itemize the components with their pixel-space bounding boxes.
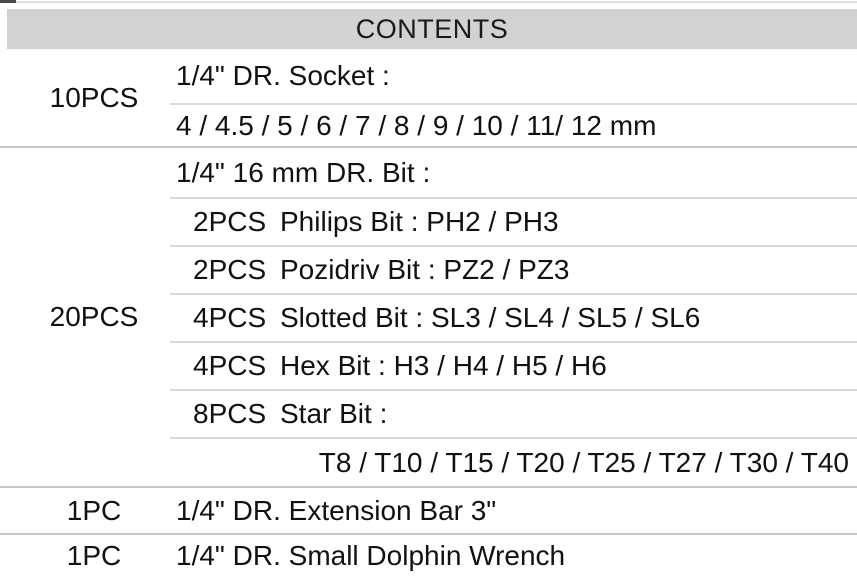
item-row [170,293,857,341]
item-text: 4 / 4.5 / 5 / 6 / 7 / 8 / 9 / 10 / 11/ 12 mm [176,109,657,141]
top-rule [0,1,857,3]
group-extension-bar [0,486,857,533]
qty-cell [0,148,170,486]
item-text: Philips Bit : PH2 / PH3 [280,206,559,237]
item-text: 1/4" DR. Socket : [176,60,390,91]
group-bits [0,146,857,486]
contents-table [0,49,857,576]
item-row [170,535,857,576]
qty-cell [0,488,170,533]
sub-qty-label: 4PCS [193,350,267,381]
item-row [170,488,857,533]
qty-cell [0,49,170,146]
item-row [170,341,857,389]
content-cell [170,488,857,533]
group-sockets [0,49,857,146]
item-text: 1/4" DR. Small Dolphin Wrench [176,539,566,571]
table-title: CONTENTS [355,13,509,44]
item-text: 1/4" 16 mm DR. Bit : [176,156,431,188]
corner-mark [0,0,16,3]
item-text: Star Bit : [280,398,388,429]
item-text: T8 / T10 / T15 / T20 / T25 / T27 / T30 / T40 [318,446,849,478]
item-row [170,49,857,103]
item-text: Slotted Bit : SL3 / SL4 / SL5 / SL6 [280,302,701,333]
item-text: Hex Bit : H3 / H4 / H5 / H6 [280,350,607,381]
table-header [7,9,857,49]
item-row [170,245,857,293]
item-text: 1/4" DR. Extension Bar 3" [176,494,497,526]
qty-label: 20PCS [49,301,139,332]
item-row [170,437,857,486]
item-row [170,197,857,245]
item-text: Pozidriv Bit : PZ2 / PZ3 [280,254,570,285]
item-row [170,389,857,437]
content-cell [170,49,857,146]
sub-qty-label: 2PCS [193,206,267,237]
content-cell [170,535,857,576]
sub-qty-label: 4PCS [193,302,267,333]
qty-label: 10PCS [49,81,139,113]
item-row [170,148,857,197]
qty-cell [0,535,170,576]
content-cell [170,148,857,486]
sub-qty-label: 2PCS [193,254,267,285]
sub-qty-label: 8PCS [193,398,267,429]
item-row [170,103,857,146]
group-dolphin-wrench [0,533,857,576]
qty-label: 1PC [66,539,122,571]
qty-label: 1PC [66,494,122,526]
